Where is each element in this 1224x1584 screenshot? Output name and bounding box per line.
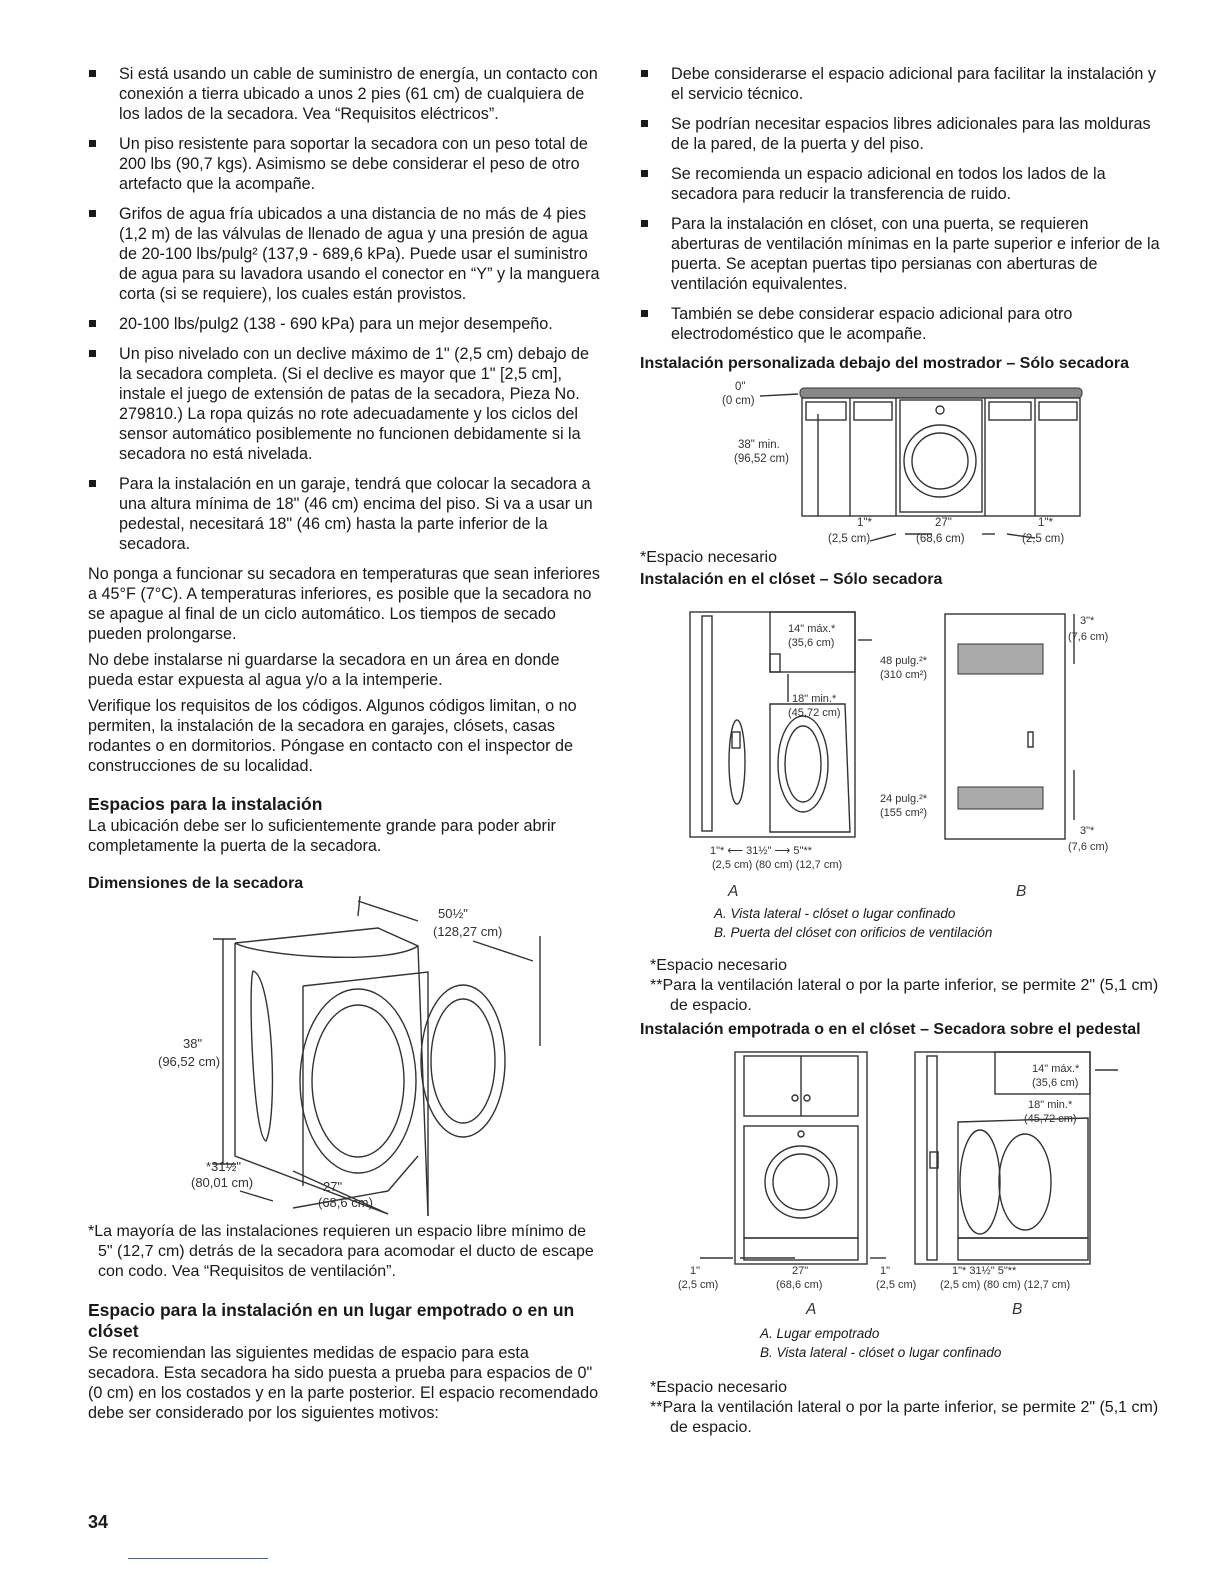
width-inches-label: 27" [323, 1179, 343, 1194]
list-item: Si está usando un cable de suministro de energía, un contacto con conexión a tierra ubicado a unos 2 pies (61 cm) de cualquiera de los lados de la secadora. Vea “Requisitos eléctricos”. [88, 64, 604, 124]
list-item: 20-100 lbs/pulg2 (138 - 690 kPa) para un mejor desempeño. [88, 314, 604, 334]
dimensiones-heading: Dimensiones de la secadora [88, 875, 304, 892]
closet-bottom-cms-label: (2,5 cm) (80 cm) (12,7 cm) [712, 859, 843, 871]
top-gap-inches-label: 0" [735, 381, 746, 393]
gap-bottom-inches-label: 3"* [1080, 825, 1095, 837]
closet-bottom-dims-label: 1"* ⟵ 31½" ⟶ 5"** [710, 845, 812, 857]
pedestal-heading: Instalación empotrada o en el clóset – Secadora sobre el pedestal [640, 1021, 1141, 1038]
list-item: Se recomienda un espacio adicional en todos los lados de la secadora para reducir la transferencia de ruido. [640, 164, 1160, 204]
right-gap-cm-label: (2,5 cm) [1022, 533, 1065, 545]
depth-inches-label: 50½" [438, 906, 468, 921]
pedestal-max-cm-label: (35,6 cm) [1032, 1077, 1079, 1089]
closet-captions [640, 904, 1160, 942]
pedestal-note-2: **Para la ventilación lateral o por la parte inferior, se permite 2" (5,1 cm) de espacio. [650, 1399, 1159, 1436]
gap-top-cm-label: (7,6 cm) [1068, 631, 1109, 643]
vent-bottom-cm-label: (155 cm²) [880, 807, 928, 819]
recess-width-inches-label: 27" [792, 1265, 809, 1277]
gap-bottom-cm-label: (7,6 cm) [1068, 841, 1109, 853]
pedestal-max-inches-label: 14" máx.* [1032, 1063, 1080, 1075]
bullet-icon [89, 70, 96, 77]
bullet-icon [89, 140, 96, 147]
vent-bottom-inches-label: 24 pulg.²* [880, 793, 928, 805]
left-gap-inches-label: 1"* [857, 517, 872, 529]
left-gap-cm-label: (2,5 cm) [828, 533, 871, 545]
bullet-icon [89, 320, 96, 327]
top-gap-cm-label: (0 cm) [722, 395, 755, 407]
requirements-list [88, 64, 604, 554]
temperature-paragraph: No ponga a funcionar su secadora en temperaturas que sean inferiores a 45°F (7°C). A temperaturas inferiores, es posible que la secadora no se apague al final de un ciclo automático. Los tiempos de secado pueden prolongarse. [88, 565, 601, 643]
closet-label-a: A [728, 883, 739, 900]
empotrado-heading: Espacio para la instalación en un lugar empotrado o en un clóset [88, 1300, 575, 1341]
recess-left-inches-label: 1" [690, 1265, 701, 1277]
bullet-icon [641, 120, 648, 127]
recess-right-inches-label: 1" [880, 1265, 891, 1277]
pedestal-caption-b: B. Vista lateral - clóset o lugar confinado [760, 1345, 1002, 1360]
pedestal-figure [640, 1042, 1160, 1338]
pedestal-note-1: *Espacio necesario [650, 1379, 787, 1396]
left-column [88, 64, 604, 1429]
closet-max-inches-label: 14" máx.* [788, 623, 836, 635]
list-item: Debe considerarse el espacio adicional para facilitar la instalación y el servicio técnico. [640, 64, 1160, 104]
dimensions-footnote: *La mayoría de las instalaciones requieren un espacio libre mínimo de 5" (12,7 cm) detrás de la secadora para acomodar el ducto de escape con codo. Vea “Requisitos de ventilación”. [88, 1223, 594, 1280]
list-item: Un piso nivelado con un declive máximo de 1" (2,5 cm) debajo de la secadora completa. (Si el declive es mayor que 1" [2,5 cm], instale el juego de extensión de patas de la secadora, Pieza No. 279810.) La ropa quizás no rote adecuadamente y los ciclos del sensor automático posiblemente no funcionen debidamente si la secadora no está nivelada. [88, 344, 604, 464]
espacios-heading: Espacios para la instalación [88, 794, 323, 814]
codes-paragraph: Verifique los requisitos de los códigos. Algunos códigos limitan, o no permiten, la instalación de la secadora en garajes, clósets, casas rodantes o en dormitorios. Póngase en contacto con el inspector de construcciones de su localidad. [88, 697, 577, 775]
height-min-cm-label: (96,52 cm) [734, 453, 789, 465]
list-item: Se podrían necesitar espacios libres adicionales para las molduras de la pared, de la puerta y del piso. [640, 114, 1160, 154]
bullet-icon [641, 220, 648, 227]
height-cm-label: (96,52 cm) [158, 1054, 221, 1069]
list-item: Un piso resistente para soportar la secadora con un peso total de 200 lbs (90,7 kgs). Asimismo se debe considerar el peso de otro artefacto que la acompañe. [88, 134, 604, 194]
bullet-icon [89, 210, 96, 217]
pedestal-notes [640, 1378, 1160, 1438]
bullet-icon [641, 70, 648, 77]
width-cm-label: (68,6 cm) [318, 1195, 373, 1210]
bullet-icon [641, 170, 648, 177]
dryer-dimensions-figure [88, 896, 604, 1218]
width-inches-label: 27" [935, 517, 952, 529]
pedestal-min-inches-label: 18" min.* [1028, 1099, 1073, 1111]
pedestal-captions [640, 1324, 1160, 1362]
pedestal-min-cm-label: (45,72 cm) [1024, 1113, 1077, 1125]
closet-heading: Instalación en el clóset – Sólo secadora [640, 571, 943, 588]
pedestal-label-a: A [806, 1301, 817, 1318]
height-min-inches-label: 38" min. [738, 439, 780, 451]
bullet-icon [89, 480, 96, 487]
closet-label-b: B [1016, 883, 1027, 900]
closet-min-cm-label: (45,72 cm) [788, 707, 841, 719]
reasons-list [640, 64, 1160, 344]
list-item: También se debe considerar espacio adicional para otro electrodoméstico que le acompañe. [640, 304, 1160, 344]
vent-top-inches-label: 48 pulg.²* [880, 655, 928, 667]
side-dims-label: 1"* 31½" 5"** [952, 1265, 1017, 1277]
recess-right-cm-label: (2,5 cm) [876, 1279, 917, 1291]
undercounter-heading: Instalación personalizada debajo del mostrador – Sólo secadora [640, 355, 1130, 372]
closet-note-1: *Espacio necesario [650, 957, 787, 974]
side-cms-label: (2,5 cm) (80 cm) (12,7 cm) [940, 1279, 1071, 1291]
list-item: Para la instalación en clóset, con una puerta, se requieren aberturas de ventilación mínimas en la parte superior e inferior de la puerta. Se aceptan puertas tipo persianas con aberturas de ventilación equivalentes. [640, 214, 1160, 294]
closet-figure [640, 592, 1160, 904]
closet-max-cm-label: (35,6 cm) [788, 637, 835, 649]
width-cm-label: (68,6 cm) [916, 533, 965, 545]
page-number: 34 [88, 1512, 109, 1532]
side-cm-label: (80,01 cm) [191, 1175, 254, 1190]
espacios-text: La ubicación debe ser lo suficientemente grande para poder abrir completamente la puerta de la secadora. [88, 817, 556, 855]
bullet-icon [641, 310, 648, 317]
right-gap-inches-label: 1"* [1038, 517, 1053, 529]
undercounter-note: *Espacio necesario [640, 549, 777, 566]
weather-paragraph: No debe instalarse ni guardarse la secadora en un área en donde pueda estar expuesta al agua y/o a la intemperie. [88, 651, 560, 689]
closet-caption-b: B. Puerta del clóset con orificios de ventilación [714, 925, 993, 940]
closet-note-2: **Para la ventilación lateral o por la parte inferior, se permite 2" (5,1 cm) de espacio. [650, 977, 1159, 1014]
right-column [640, 64, 1160, 1438]
undercounter-figure [640, 376, 1160, 548]
gap-top-inches-label: 3"* [1080, 615, 1095, 627]
list-item: Para la instalación en un garaje, tendrá que colocar la secadora a una altura mínima de 18" (46 cm) encima del piso. Si va a usar un pedestal, necesitará 18" (46 cm) hasta la parte inferior de la secadora. [88, 474, 604, 554]
depth-cm-label: (128,27 cm) [433, 924, 503, 939]
empotrado-text: Se recomiendan las siguientes medidas de espacio para esta secadora. Esta secadora ha sido puesta a prueba para espacios de 0" (0 cm) en los costados y en la parte posterior. El espacio recomendado debe ser considerado por los siguientes motivos: [88, 1344, 599, 1422]
side-inches-label: *31½" [206, 1159, 241, 1174]
closet-notes [640, 956, 1160, 1016]
footer-rule [128, 1558, 268, 1559]
pedestal-caption-a: A. Lugar empotrado [760, 1326, 880, 1341]
list-item: Grifos de agua fría ubicados a una distancia de no más de 4 pies (1,2 m) de las válvulas de llenado de agua y una presión de agua de 20-100 lbs/pulg² (137,9 - 689,6 kPa). Puede usar el suministro de agua para su lavadora usando el conector en “Y” y la manguera corta (si se requiere), los cuales están provistos. [88, 204, 604, 304]
height-inches-label: 38" [183, 1036, 203, 1051]
recess-width-cm-label: (68,6 cm) [776, 1279, 823, 1291]
bullet-icon [89, 350, 96, 357]
recess-left-cm-label: (2,5 cm) [678, 1279, 719, 1291]
pedestal-label-b: B [1012, 1301, 1023, 1318]
vent-top-cm-label: (310 cm²) [880, 669, 928, 681]
closet-min-inches-label: 18" min.* [792, 693, 837, 705]
closet-caption-a: A. Vista lateral - clóset o lugar confinado [714, 906, 956, 921]
